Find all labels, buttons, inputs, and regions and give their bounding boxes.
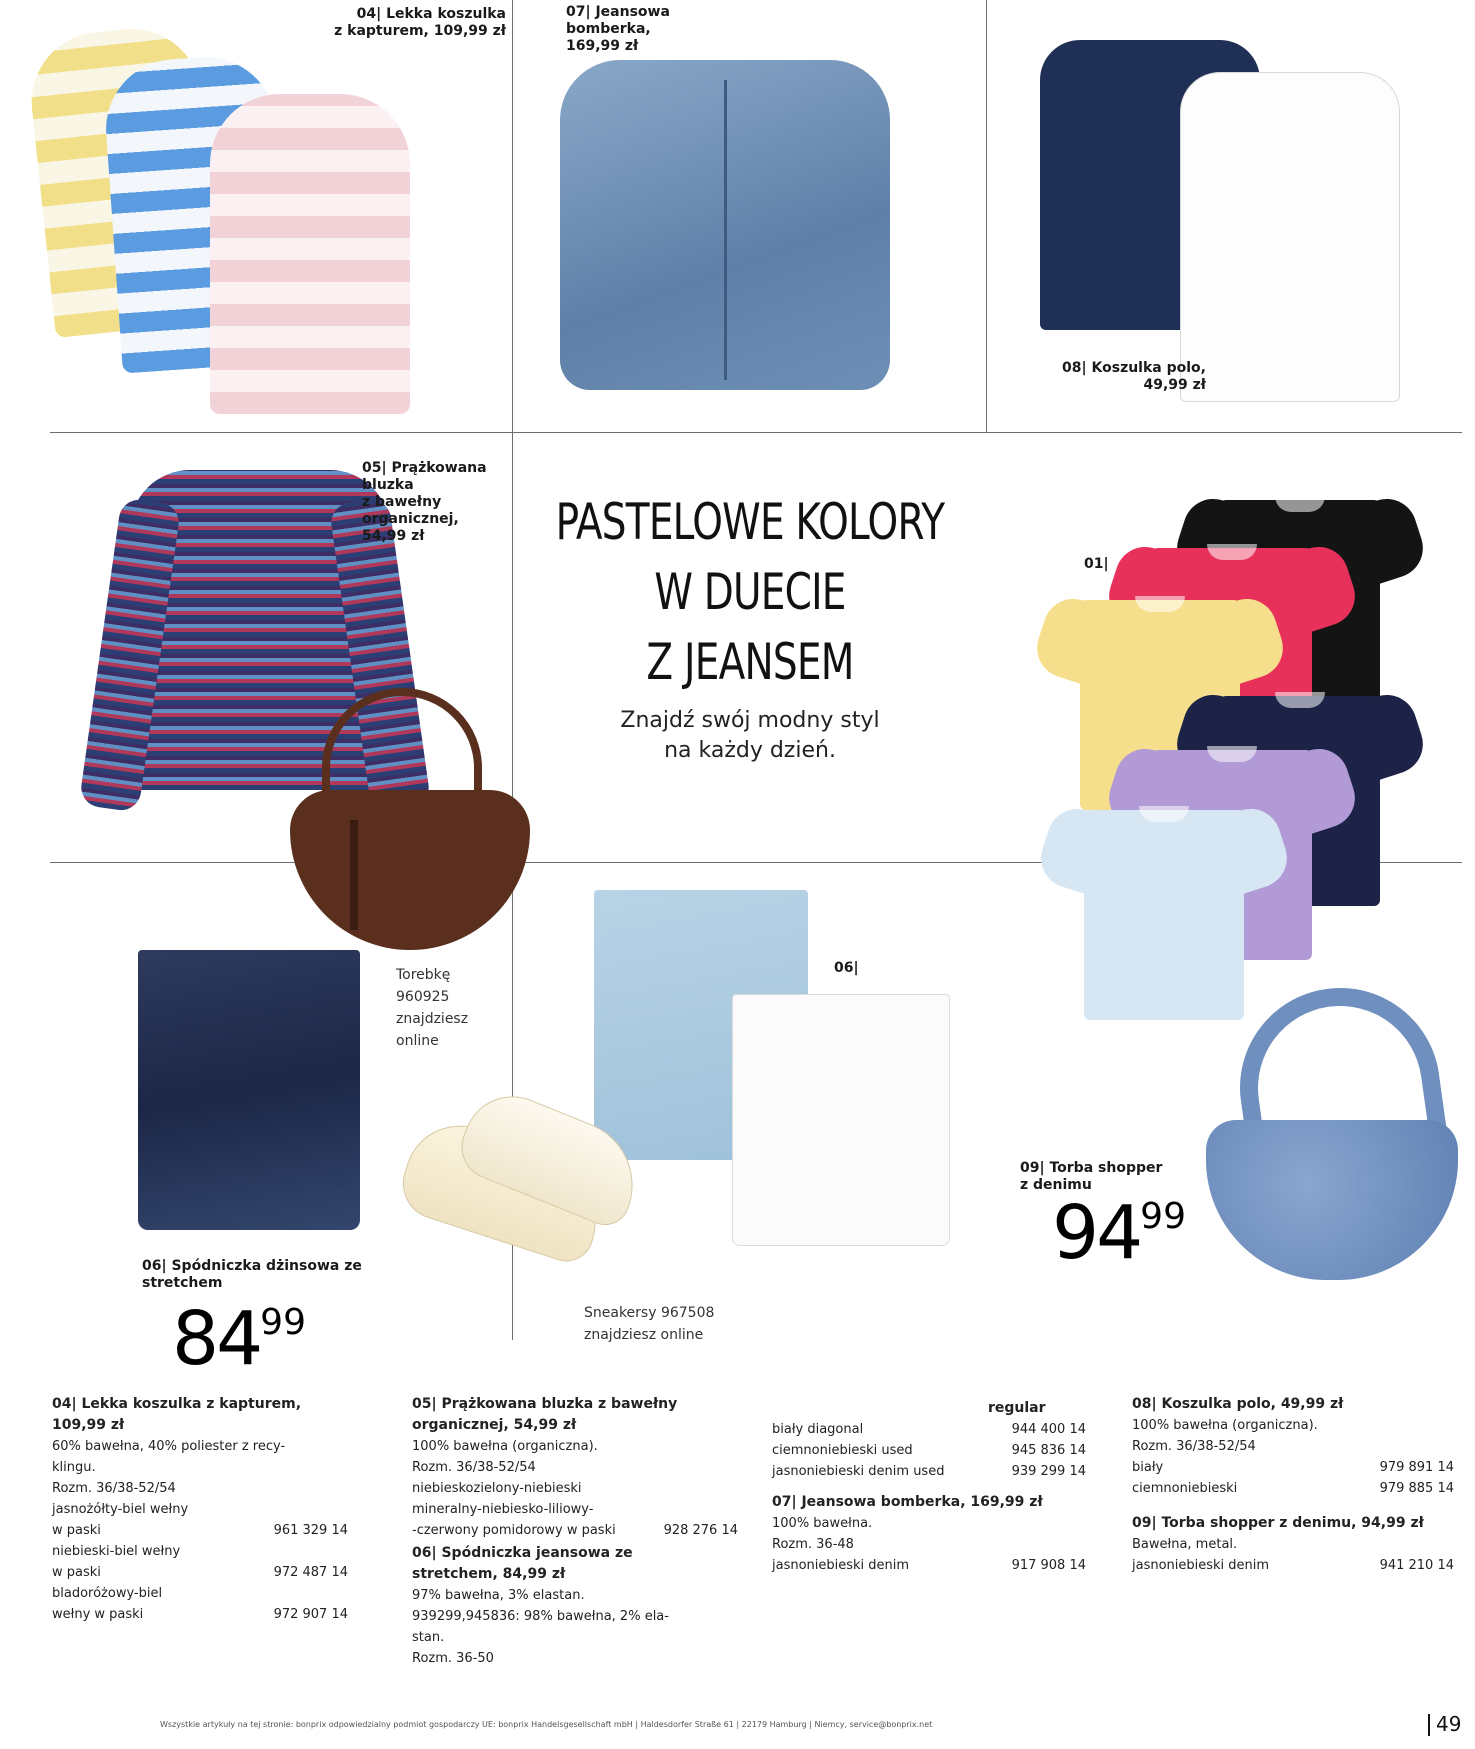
spec-08-row-code: 979 891 14 [1379, 1460, 1454, 1475]
page-number: 49 [1436, 1712, 1462, 1736]
spec-08-row-label: ciemnoniebieski [1132, 1481, 1238, 1496]
price-shopper-cents: 99 [1140, 1196, 1186, 1237]
handbag-image [290, 790, 530, 950]
spec-05-title: 05| Prążkowana bluzka z bawełny organicznej, 54,99 zł [412, 1396, 678, 1433]
caption-05: 05| Prążkowana bluzka z bawełny organicznej, 54,99 zł [362, 460, 487, 544]
hoodie-pink-image [210, 94, 410, 414]
spec-06-table [772, 1398, 1086, 1576]
caption-09: 09| Torba shopper z denimu [1020, 1160, 1163, 1193]
spec-04 [52, 1394, 348, 1625]
skirt-white-image [732, 994, 950, 1246]
spec-05-desc: 100% bawełna (organiczna). Rozm. 36/38-52/54 niebieskozielony-niebieski mineralny-niebiesko-liliowy- [412, 1439, 598, 1517]
headline-sub-1: Znajdź swój modny styl [620, 708, 880, 733]
price-shopper-main: 94 [1052, 1190, 1141, 1276]
skirt-dark-denim-image [138, 950, 360, 1230]
spec-07-title: 07| Jeansowa bomberka, 169,99 zł [772, 1494, 1043, 1510]
spec-09-row [1132, 1555, 1454, 1576]
spec-06-title: 06| Spódniczka jeansowa ze stretchem, 84,99 zł [412, 1545, 633, 1582]
spec-04-row-code: 961 329 14 [273, 1523, 348, 1538]
spec-08-row [1132, 1478, 1454, 1499]
spec-09-desc: Bawełna, metal. [1132, 1537, 1238, 1552]
spec-07-row-label: jasnoniebieski denim [772, 1558, 910, 1573]
caption-06-white-skirt: 06| [834, 960, 859, 976]
tee-lightblue-image [1044, 790, 1284, 1020]
spec-06-table-label: ciemnoniebieski used [772, 1443, 913, 1458]
footer-legal: Wszystkie artykuły na tej stronie: bonprix odpowiedzialny podmiot gospodarczy UE: bonprix Handelsgesellschaft mbH | Haldesdorfer Straße 61 | 22179 Hamburg | Niemcy, service@bonprix.net [160, 1720, 933, 1729]
spec-08-row [1132, 1457, 1454, 1478]
caption-06-dark-skirt: 06| Spódniczka dżinsowa ze stretchem [142, 1258, 362, 1291]
grid-rule-horizontal-top [50, 432, 1462, 433]
spec-04-title: 04| Lekka koszulka z kapturem, 109,99 zł [52, 1396, 302, 1433]
spec-04-row [52, 1499, 348, 1541]
page-number-bar [1428, 1714, 1430, 1736]
headline-line-3: Z JEANSEM [646, 633, 854, 691]
price-shopper [1052, 1190, 1186, 1276]
headline-block [480, 490, 1020, 766]
spec-05-row-label: -czerwony pomidorowy w paski [412, 1523, 616, 1538]
spec-05-row [412, 1520, 738, 1541]
spec-04-row-label: bladoróżowy-biel wełny w paski [52, 1586, 163, 1622]
grid-rule-vertical-right [986, 0, 987, 432]
spec-06-table-row [772, 1461, 1086, 1482]
spec-06-table-header: regular [988, 1400, 1046, 1416]
spec-04-row-label: niebieski-biel wełny w paski [52, 1544, 181, 1580]
caption-07: 07| Jeansowa bomberka, 169,99 zł [566, 4, 670, 54]
spec-06-desc: 97% bawełna, 3% elastan. 939299,945836: 98% bawełna, 2% ela- stan. Rozm. 36-50 [412, 1588, 669, 1666]
headline-line-1: PASTELOWE KOLORY [555, 493, 945, 551]
price-skirt-cents: 99 [260, 1302, 306, 1343]
handbag-tassel [350, 820, 358, 930]
spec-04-row-code: 972 487 14 [273, 1565, 348, 1580]
spec-08-desc: 100% bawełna (organiczna). Rozm. 36/38-52/54 [1132, 1418, 1318, 1454]
shopper-bag-image [1206, 1120, 1458, 1280]
note-handbag: Torebkę 960925 znajdziesz online [396, 967, 469, 1049]
spec-04-row [52, 1541, 348, 1583]
spec-04-row-label: jasnożółty-biel wełny w paski [52, 1502, 189, 1538]
spec-06-table-row [772, 1419, 1086, 1440]
spec-08 [1132, 1394, 1454, 1576]
spec-06-table-code: 939 299 14 [1011, 1464, 1086, 1479]
spec-05-row-code: 928 276 14 [663, 1523, 738, 1538]
caption-04: 04| Lekka koszulka z kapturem, 109,99 zł [334, 6, 506, 39]
polo-white-image [1180, 72, 1400, 402]
headline-line-2: W DUECIE [654, 563, 846, 621]
spec-09-row-code: 941 210 14 [1379, 1558, 1454, 1573]
spec-07-desc: 100% bawełna. Rozm. 36-48 [772, 1516, 873, 1552]
spec-06-table-label: biały diagonal [772, 1422, 864, 1437]
price-skirt [172, 1296, 306, 1382]
price-skirt-main: 84 [172, 1296, 261, 1382]
spec-04-desc: 60% bawełna, 40% poliester z recy- klingu. Rozm. 36/38-52/54 [52, 1439, 286, 1496]
spec-08-row-code: 979 885 14 [1379, 1481, 1454, 1496]
spec-04-row [52, 1583, 348, 1625]
spec-09-title: 09| Torba shopper z denimu, 94,99 zł [1132, 1515, 1424, 1531]
spec-09-row-label: jasnoniebieski denim [1132, 1558, 1270, 1573]
spec-07-row-code: 917 908 14 [1011, 1558, 1086, 1573]
caption-08: 08| Koszulka polo, 49,99 zł [1062, 360, 1206, 393]
spec-06-table-code: 944 400 14 [1011, 1422, 1086, 1437]
spec-05 [412, 1394, 738, 1669]
spec-06-table-code: 945 836 14 [1011, 1443, 1086, 1458]
spec-08-row-label: biały [1132, 1460, 1164, 1475]
caption-01: 01| [1084, 556, 1109, 572]
spec-06-table-label: jasnoniebieski denim used [772, 1464, 945, 1479]
spec-07-row [772, 1555, 1086, 1576]
spec-04-row-code: 972 907 14 [273, 1607, 348, 1622]
spec-06-table-row [772, 1440, 1086, 1461]
headline-sub-2: na każdy dzień. [664, 738, 836, 763]
note-sneakers: Sneakersy 967508 znajdziesz online [584, 1305, 715, 1343]
bomber-zipper [724, 80, 727, 380]
spec-08-title: 08| Koszulka polo, 49,99 zł [1132, 1396, 1344, 1412]
